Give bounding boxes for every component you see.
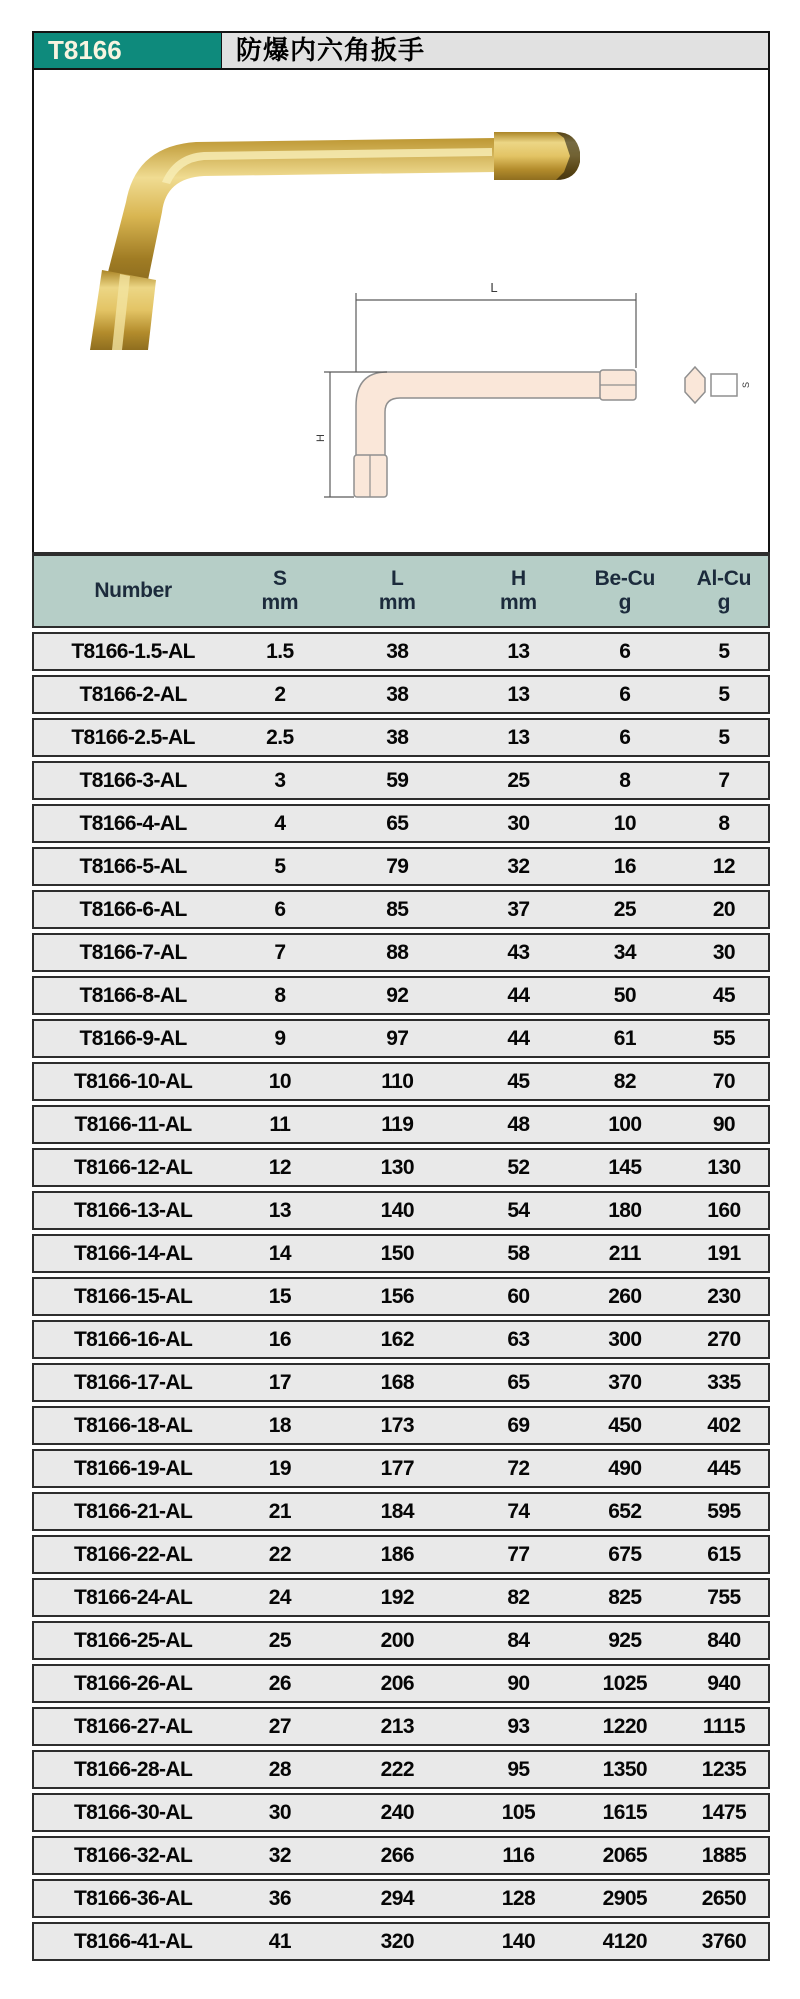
part-number-cell: T8166-16-AL (73, 1327, 193, 1351)
spec-table (32, 552, 770, 1961)
column-header-number: Number (94, 579, 172, 602)
spec-value-cell: 1.5 (266, 639, 294, 663)
table-row (32, 890, 770, 929)
spec-value-cell: 24 (268, 1585, 291, 1609)
table-row (32, 1406, 770, 1445)
spec-value-cell: 95 (507, 1757, 530, 1781)
spec-value-cell: 156 (380, 1284, 414, 1308)
part-number-cell: T8166-12-AL (73, 1155, 193, 1179)
spec-value-cell: 25 (613, 897, 636, 921)
part-number-cell: T8166-10-AL (73, 1069, 193, 1093)
spec-value-cell: 93 (507, 1714, 530, 1738)
spec-value-cell: 63 (507, 1327, 530, 1351)
spec-value-cell: 7 (274, 940, 286, 964)
spec-value-cell: 59 (386, 768, 409, 792)
spec-value-cell: 3 (274, 768, 286, 792)
spec-value-cell: 300 (608, 1327, 642, 1351)
spec-value-cell: 52 (507, 1155, 530, 1179)
part-number-cell: T8166-21-AL (73, 1499, 193, 1523)
table-row (32, 1664, 770, 1703)
part-number-cell: T8166-36-AL (73, 1886, 193, 1910)
spec-value-cell: 6 (619, 725, 631, 749)
spec-value-cell: 675 (608, 1542, 642, 1566)
spec-value-cell: 20 (712, 897, 735, 921)
spec-value-cell: 65 (507, 1370, 530, 1394)
part-number-cell: T8166-26-AL (73, 1671, 193, 1695)
column-header-h: H mm (500, 567, 537, 614)
table-row (32, 1836, 770, 1875)
spec-value-cell: 1220 (602, 1714, 647, 1738)
table-row (32, 1191, 770, 1230)
part-number-cell: T8166-2-AL (79, 682, 187, 706)
spec-value-cell: 8 (619, 768, 631, 792)
part-number-cell: T8166-9-AL (79, 1026, 187, 1050)
model-number: T8166 (32, 31, 222, 70)
diagram-length-label: L (490, 280, 498, 295)
part-number-cell: T8166-22-AL (73, 1542, 193, 1566)
spec-value-cell: 186 (380, 1542, 414, 1566)
spec-value-cell: 335 (707, 1370, 741, 1394)
spec-value-cell: 11 (269, 1112, 291, 1136)
part-number-cell: T8166-14-AL (73, 1241, 193, 1265)
table-row (32, 1707, 770, 1746)
table-row (32, 804, 770, 843)
spec-value-cell: 177 (380, 1456, 414, 1480)
spec-value-cell: 140 (380, 1198, 414, 1222)
spec-value-cell: 6 (619, 639, 631, 663)
spec-value-cell: 755 (707, 1585, 741, 1609)
spec-value-cell: 28 (268, 1757, 291, 1781)
spec-value-cell: 10 (613, 811, 636, 835)
part-number-cell: T8166-4-AL (79, 811, 187, 835)
spec-value-cell: 88 (386, 940, 409, 964)
spec-value-cell: 97 (386, 1026, 409, 1050)
spec-value-cell: 45 (712, 983, 735, 1007)
spec-value-cell: 320 (380, 1929, 414, 1953)
spec-value-cell: 294 (380, 1886, 414, 1910)
spec-value-cell: 3760 (701, 1929, 747, 1953)
part-number-cell: T8166-41-AL (73, 1929, 193, 1953)
spec-value-cell: 32 (268, 1843, 291, 1867)
spec-value-cell: 61 (613, 1026, 636, 1050)
spec-value-cell: 595 (707, 1499, 741, 1523)
spec-value-cell: 6 (274, 897, 286, 921)
spec-value-cell: 44 (507, 983, 530, 1007)
spec-value-cell: 940 (707, 1671, 741, 1695)
spec-value-cell: 925 (608, 1628, 642, 1652)
table-row (32, 1363, 770, 1402)
spec-value-cell: 43 (507, 940, 530, 964)
spec-value-cell: 34 (613, 940, 636, 964)
spec-value-cell: 30 (712, 940, 735, 964)
part-number-cell: T8166-19-AL (73, 1456, 193, 1480)
part-number-cell: T8166-3-AL (79, 768, 187, 792)
spec-value-cell: 12 (268, 1155, 291, 1179)
table-row (32, 675, 770, 714)
table-row (32, 1535, 770, 1574)
spec-value-cell: 60 (507, 1284, 530, 1308)
spec-table-body (32, 632, 770, 1961)
table-row (32, 1922, 770, 1961)
spec-value-cell: 128 (501, 1886, 536, 1910)
spec-value-cell: 13 (268, 1198, 291, 1222)
spec-value-cell: 37 (507, 897, 530, 921)
spec-value-cell: 652 (608, 1499, 642, 1523)
spec-value-cell: 90 (507, 1671, 530, 1695)
spec-value-cell: 266 (380, 1843, 414, 1867)
spec-value-cell: 17 (268, 1370, 291, 1394)
column-header-s: S mm (261, 567, 299, 614)
spec-value-cell: 105 (501, 1800, 536, 1824)
table-row (32, 718, 770, 757)
spec-value-cell: 162 (380, 1327, 414, 1351)
column-header-l: L mm (378, 567, 416, 614)
spec-value-cell: 19 (268, 1456, 291, 1480)
table-row (32, 1793, 770, 1832)
image-panel (32, 70, 770, 552)
spec-value-cell: 48 (507, 1112, 530, 1136)
spec-value-cell: 21 (268, 1499, 291, 1523)
spec-value-cell: 13 (507, 639, 530, 663)
spec-value-cell: 825 (608, 1585, 642, 1609)
dimension-diagram (284, 260, 772, 552)
spec-value-cell: 15 (268, 1284, 291, 1308)
spec-value-cell: 4 (274, 811, 286, 835)
table-row (32, 1492, 770, 1531)
spec-value-cell: 55 (712, 1026, 735, 1050)
spec-value-cell: 9 (274, 1026, 286, 1050)
spec-value-cell: 25 (268, 1628, 291, 1652)
spec-value-cell: 92 (386, 983, 409, 1007)
spec-value-cell: 27 (268, 1714, 291, 1738)
part-number-cell: T8166-27-AL (73, 1714, 193, 1738)
spec-value-cell: 2065 (602, 1843, 647, 1867)
part-number-cell: T8166-24-AL (73, 1585, 193, 1609)
diagram-size-label: S (741, 381, 751, 389)
spec-value-cell: 2905 (602, 1886, 647, 1910)
spec-value-cell: 270 (707, 1327, 741, 1351)
spec-value-cell: 25 (507, 768, 530, 792)
spec-value-cell: 2.5 (266, 725, 294, 749)
spec-value-cell: 32 (507, 854, 530, 878)
spec-value-cell: 65 (386, 811, 409, 835)
spec-value-cell: 84 (507, 1628, 530, 1652)
part-number-cell: T8166-7-AL (79, 940, 187, 964)
spec-value-cell: 445 (707, 1456, 741, 1480)
spec-value-cell: 150 (380, 1241, 414, 1265)
spec-value-cell: 450 (608, 1413, 642, 1437)
spec-value-cell: 1615 (602, 1800, 647, 1824)
part-number-cell: T8166-18-AL (73, 1413, 193, 1437)
table-row (32, 1621, 770, 1660)
spec-value-cell: 30 (507, 811, 530, 835)
part-number-cell: T8166-15-AL (73, 1284, 193, 1308)
spec-value-cell: 22 (268, 1542, 291, 1566)
spec-value-cell: 77 (507, 1542, 530, 1566)
spec-value-cell: 180 (608, 1198, 642, 1222)
spec-value-cell: 240 (380, 1800, 414, 1824)
spec-value-cell: 38 (386, 725, 409, 749)
spec-value-cell: 5 (274, 854, 286, 878)
part-number-cell: T8166-30-AL (73, 1800, 193, 1824)
part-number-cell: T8166-1.5-AL (71, 639, 195, 663)
spec-value-cell: 2650 (701, 1886, 747, 1910)
part-number-cell: T8166-6-AL (79, 897, 187, 921)
spec-value-cell: 54 (507, 1198, 530, 1222)
spec-value-cell: 69 (507, 1413, 530, 1437)
spec-value-cell: 12 (712, 854, 735, 878)
spec-value-cell: 1235 (701, 1757, 747, 1781)
spec-value-cell: 50 (613, 983, 636, 1007)
spec-value-cell: 130 (707, 1155, 741, 1179)
table-row (32, 632, 770, 671)
spec-value-cell: 402 (707, 1413, 741, 1437)
spec-value-cell: 116 (502, 1843, 535, 1867)
spec-value-cell: 26 (268, 1671, 291, 1695)
spec-value-cell: 140 (501, 1929, 536, 1953)
spec-value-cell: 615 (707, 1542, 741, 1566)
table-row (32, 1578, 770, 1617)
table-row (32, 1062, 770, 1101)
spec-value-cell: 36 (268, 1886, 291, 1910)
spec-value-cell: 5 (718, 725, 730, 749)
spec-value-cell: 200 (380, 1628, 414, 1652)
spec-value-cell: 4120 (602, 1929, 647, 1953)
table-row (32, 1879, 770, 1918)
spec-value-cell: 44 (507, 1026, 530, 1050)
spec-value-cell: 38 (386, 639, 409, 663)
spec-value-cell: 13 (507, 682, 530, 706)
spec-value-cell: 184 (380, 1499, 414, 1523)
diagram-height-label: H (315, 434, 327, 442)
spec-value-cell: 18 (268, 1413, 291, 1437)
spec-value-cell: 260 (608, 1284, 642, 1308)
spec-value-cell: 213 (380, 1714, 414, 1738)
part-number-cell: T8166-11-AL (74, 1112, 192, 1136)
spec-value-cell: 1885 (701, 1843, 747, 1867)
spec-value-cell: 191 (707, 1241, 741, 1265)
spec-value-cell: 130 (380, 1155, 414, 1179)
spec-value-cell: 173 (380, 1413, 414, 1437)
spec-value-cell: 100 (608, 1112, 642, 1136)
spec-value-cell: 8 (274, 983, 286, 1007)
spec-value-cell: 211 (608, 1241, 641, 1265)
part-number-cell: T8166-13-AL (73, 1198, 193, 1222)
spec-value-cell: 490 (608, 1456, 642, 1480)
table-row (32, 761, 770, 800)
spec-value-cell: 145 (608, 1155, 642, 1179)
spec-value-cell: 2 (274, 682, 286, 706)
table-row (32, 1105, 770, 1144)
spec-value-cell: 41 (268, 1929, 291, 1953)
table-row (32, 1019, 770, 1058)
part-number-cell: T8166-17-AL (73, 1370, 193, 1394)
part-number-cell: T8166-25-AL (73, 1628, 193, 1652)
title-bar (32, 31, 770, 70)
content-area (32, 31, 770, 1961)
spec-value-cell: 6 (619, 682, 631, 706)
table-row (32, 1449, 770, 1488)
spec-value-cell: 90 (712, 1112, 735, 1136)
column-header-al-cu: Al-Cu g (696, 567, 752, 614)
table-row (32, 1277, 770, 1316)
spec-value-cell: 7 (718, 768, 730, 792)
spec-value-cell: 1025 (602, 1671, 647, 1695)
table-row (32, 933, 770, 972)
spec-value-cell: 74 (507, 1499, 530, 1523)
spec-value-cell: 85 (386, 897, 409, 921)
spec-value-cell: 192 (380, 1585, 414, 1609)
table-row (32, 847, 770, 886)
spec-value-cell: 82 (613, 1069, 636, 1093)
part-number-cell: T8166-32-AL (73, 1843, 193, 1867)
spec-value-cell: 13 (507, 725, 530, 749)
spec-value-cell: 840 (707, 1628, 741, 1652)
spec-value-cell: 5 (718, 682, 730, 706)
table-row (32, 1750, 770, 1789)
spec-table-header (32, 552, 770, 628)
spec-value-cell: 8 (718, 811, 730, 835)
spec-value-cell: 16 (613, 854, 636, 878)
product-title: 防爆内六角扳手 (222, 31, 770, 70)
spec-value-cell: 230 (707, 1284, 741, 1308)
spec-value-cell: 1350 (602, 1757, 647, 1781)
spec-value-cell: 10 (268, 1069, 291, 1093)
table-row (32, 1234, 770, 1273)
column-header-be-cu: Be-Cu g (594, 567, 655, 614)
spec-value-cell: 58 (507, 1241, 530, 1265)
spec-value-cell: 72 (507, 1456, 530, 1480)
part-number-cell: T8166-2.5-AL (71, 725, 195, 749)
spec-value-cell: 160 (707, 1198, 741, 1222)
spec-value-cell: 1115 (702, 1714, 745, 1738)
spec-value-cell: 1475 (701, 1800, 747, 1824)
table-row (32, 976, 770, 1015)
spec-value-cell: 16 (268, 1327, 291, 1351)
spec-value-cell: 168 (380, 1370, 414, 1394)
table-row (32, 1320, 770, 1359)
spec-value-cell: 70 (712, 1069, 735, 1093)
spec-value-cell: 79 (386, 854, 409, 878)
part-number-cell: T8166-5-AL (79, 854, 187, 878)
part-number-cell: T8166-8-AL (79, 983, 187, 1007)
spec-value-cell: 110 (381, 1069, 414, 1093)
spec-value-cell: 5 (718, 639, 730, 663)
spec-value-cell: 222 (380, 1757, 414, 1781)
spec-value-cell: 370 (608, 1370, 642, 1394)
spec-value-cell: 45 (507, 1069, 530, 1093)
spec-value-cell: 30 (268, 1800, 291, 1824)
spec-value-cell: 38 (386, 682, 409, 706)
spec-value-cell: 119 (381, 1112, 414, 1136)
part-number-cell: T8166-28-AL (73, 1757, 193, 1781)
spec-value-cell: 206 (380, 1671, 414, 1695)
table-row (32, 1148, 770, 1187)
spec-value-cell: 14 (268, 1241, 291, 1265)
spec-value-cell: 82 (507, 1585, 530, 1609)
